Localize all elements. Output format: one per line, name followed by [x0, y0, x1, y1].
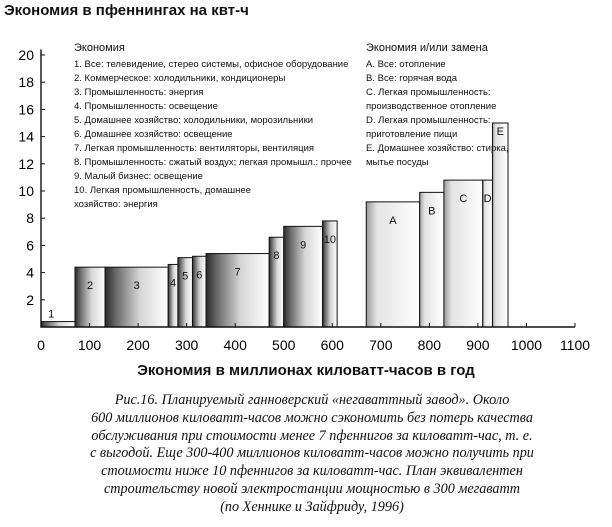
- legend-item: приготовление пищи: [366, 129, 458, 140]
- x-tick-label: 100: [77, 337, 102, 353]
- y-tick-label: 12: [18, 155, 34, 172]
- bar-label: D: [483, 193, 492, 206]
- y-tick-label: 4: [26, 264, 34, 281]
- bar-label: 3: [133, 280, 140, 293]
- x-tick-label: 800: [417, 337, 442, 353]
- y-tick-label: 16: [18, 101, 34, 118]
- caption-line: строительству новой электростанции мощностью в 300 мегаватт: [103, 480, 521, 497]
- bar-label: 4: [169, 277, 177, 290]
- legend-item: 9. Малый бизнес: освещение: [74, 171, 203, 182]
- caption-line: Рис.16. Планируемый ганноверский «негаваттный завод». Около: [114, 392, 510, 408]
- legend-item: 1. Все: телевидение, стерео системы, офисное оборудование: [74, 59, 349, 70]
- y-tick-label: 6: [26, 237, 34, 254]
- y-tick-label: 14: [18, 128, 34, 145]
- caption-line: обслуживания при стоимости менее 7 пфеннигов за киловатт-час, т. е.: [91, 427, 533, 444]
- bar-1: [41, 322, 75, 327]
- bar-label: E: [496, 126, 504, 138]
- bar-2: [75, 267, 105, 327]
- legend-item: производственное отопление: [366, 101, 497, 112]
- chart-title: Экономия в пфеннингах на квт-ч: [4, 2, 249, 19]
- legend-economy: [74, 41, 352, 212]
- x-tick-label: 1100: [559, 337, 591, 353]
- legend-item: 7. Легкая промышленность: вентиляторы, вентиляция: [74, 143, 315, 154]
- x-tick-label: 600: [320, 337, 344, 353]
- legend-economy-title: Экономия: [74, 42, 125, 54]
- bar-label: 9: [300, 239, 307, 252]
- legend-item: 3. Промышленность: энергия: [74, 87, 204, 98]
- x-tick-label: 0: [37, 337, 45, 353]
- caption-line: стоимости ниже 10 пфеннигов за киловатт-час. План эквивалентен: [101, 463, 523, 480]
- x-tick-label: 500: [272, 337, 296, 353]
- bar-label: 1: [48, 308, 55, 321]
- legend-item: мытье посуды: [366, 157, 429, 168]
- y-tick-label: 18: [18, 74, 34, 91]
- y-tick-label: 2: [26, 291, 34, 308]
- bar-3: [105, 267, 168, 327]
- x-tick-label: 1000: [510, 337, 543, 353]
- bar-label: C: [459, 193, 468, 206]
- bar-label: 6: [196, 269, 203, 282]
- legend-item: 8. Промышленность: сжатый воздух; легкая промышл.: прочее: [74, 157, 352, 168]
- caption-line: (по Хеннике и Зайфриду, 1996): [220, 498, 404, 515]
- bar-6: [192, 256, 206, 327]
- caption-line: с выгодой. Еще 300-400 миллионов киловатт-часов можно получить при: [90, 445, 534, 462]
- y-tick-label: 20: [18, 47, 34, 63]
- legend-economy-replacement: [366, 41, 509, 170]
- legend-item: 10. Легкая промышленность, домашнее: [74, 185, 251, 196]
- bar-7: [206, 254, 269, 327]
- bar-label: 2: [86, 280, 94, 293]
- legend-item: 2. Коммерческое: холодильники, кондиционеры: [74, 73, 286, 84]
- x-tick-label: 700: [369, 337, 393, 353]
- legend-item: С. Легкая промышленность:: [366, 87, 491, 98]
- figure-caption: [20, 392, 604, 517]
- legend-item: хозяйство: энергия: [74, 199, 158, 210]
- legend-item: В. Все: горячая вода: [366, 73, 457, 84]
- x-tick-label: 200: [126, 337, 150, 353]
- legend-item: Е. Домашнее хозяйство: стирка,: [366, 143, 509, 154]
- bar-label: 10: [323, 233, 336, 246]
- bar-5: [178, 258, 193, 327]
- caption-line: 600 миллионов киловатт-часов можно сэкономить без потерь качества: [91, 409, 533, 426]
- bar-4: [168, 264, 178, 327]
- bar-label: 5: [182, 270, 189, 283]
- bar-label: 7: [234, 266, 241, 279]
- legend-item: 5. Домашнее хозяйство: холодильники, морозильники: [74, 115, 314, 126]
- y-tick-label: 8: [26, 210, 34, 227]
- bar-label: A: [389, 214, 397, 227]
- legend-item: А. Все: отопление: [366, 59, 446, 70]
- bar-label: B: [428, 205, 436, 218]
- legend-item: 6. Домашнее хозяйство: освещение: [74, 129, 233, 140]
- x-tick-label: 300: [174, 337, 199, 353]
- x-axis-label: Экономия в миллионах киловатт-часов в год: [137, 362, 475, 379]
- legend-item: D. Легкая промышленность:: [366, 115, 491, 126]
- legend-item: 4. Промышленность: освещение: [74, 101, 218, 112]
- x-tick-label: 900: [466, 337, 490, 353]
- legend-replacement-title: Экономия и/или замена: [366, 42, 488, 54]
- bar-label: 8: [273, 250, 280, 263]
- y-tick-label: 10: [18, 183, 34, 199]
- x-tick-label: 400: [223, 337, 247, 353]
